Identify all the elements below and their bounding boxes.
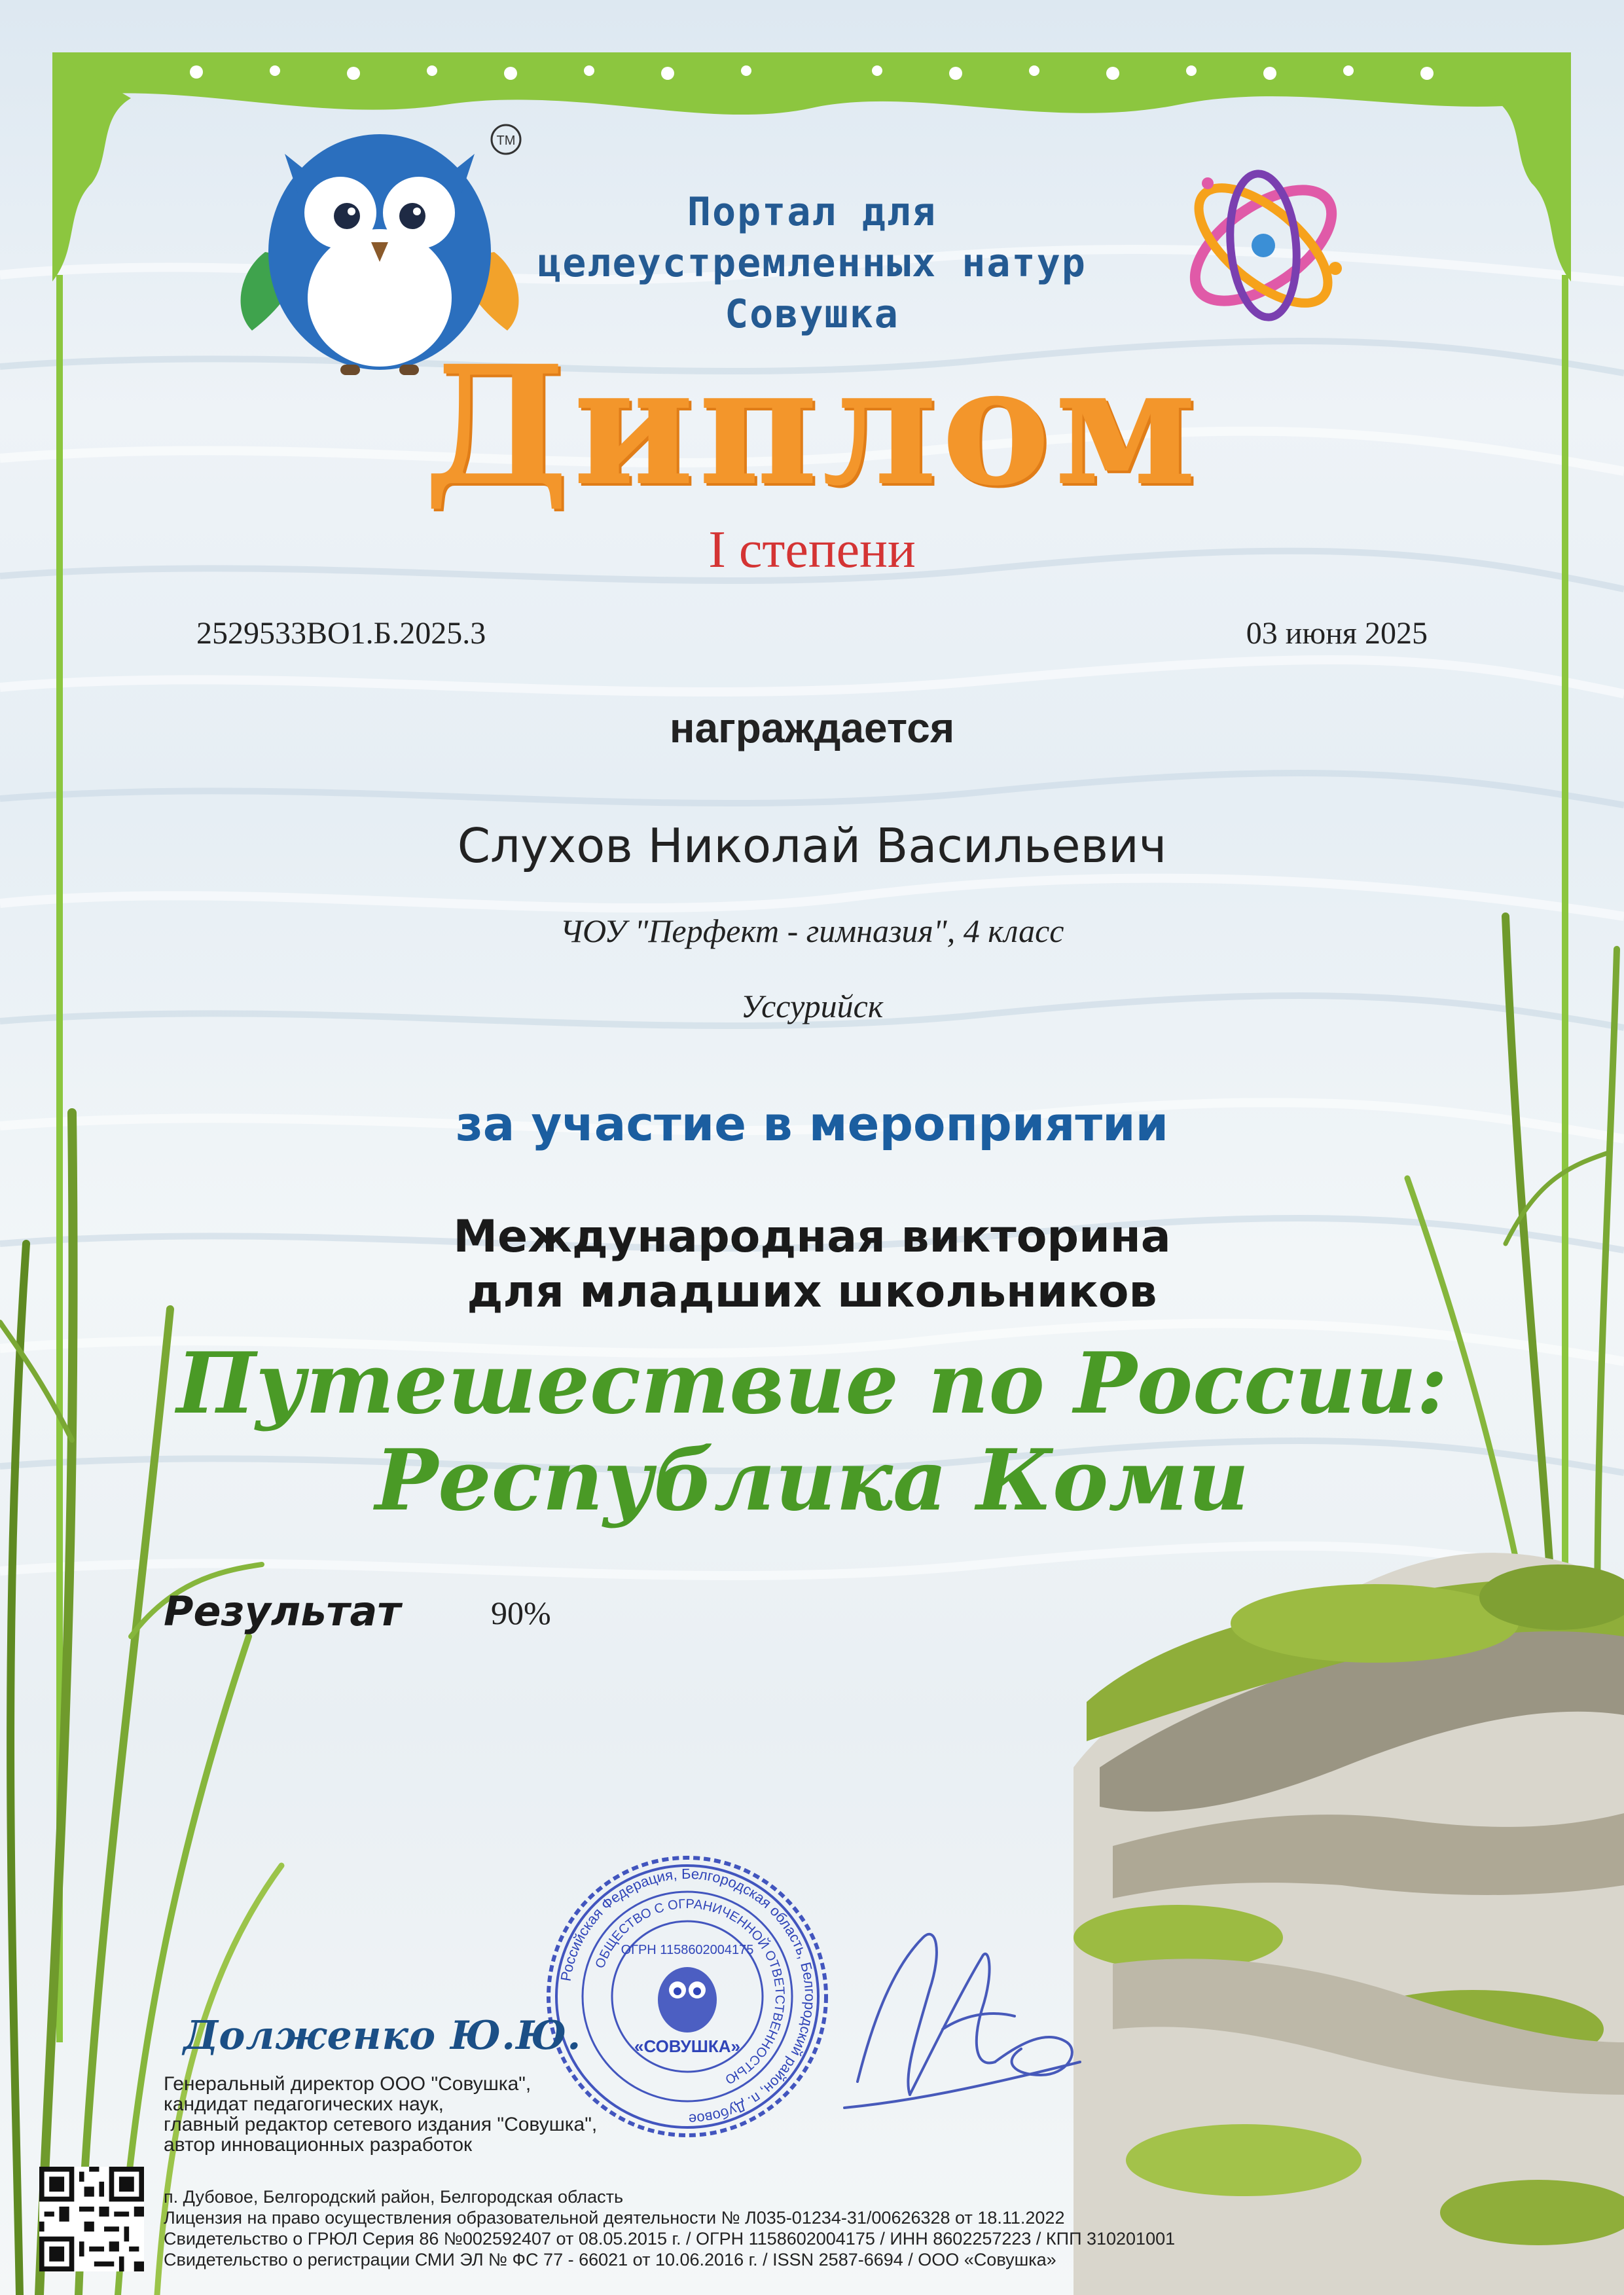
event-title-line-1: Путешествие по России: xyxy=(176,1335,1448,1433)
portal-name xyxy=(0,187,1624,340)
director-line-2: кандидат педагогических наук, xyxy=(164,2093,444,2115)
director-signature-name: Долженко Ю.Ю. xyxy=(183,2013,582,2059)
portal-line-3: Совушка xyxy=(725,291,899,337)
footer-license: Лицензия на право осуществления образовательной деятельности № Л035-01234-31/00626328 от 18.11.2022 xyxy=(164,2208,1065,2228)
director-line-4: автор инновационных разработок xyxy=(164,2134,473,2156)
stamp-owl-icon xyxy=(658,1967,717,2033)
diploma-title: Диплом xyxy=(424,329,1200,522)
stamp-ring-text: Российская Федерация, Белгородская область, Белгородский район, п. Дубовое xyxy=(557,1865,819,2128)
result-label: Результат xyxy=(164,1587,401,1635)
footer-media-registration: Свидетельство о регистрации СМИ ЭЛ № ФС 77 - 66021 от 10.06.2016 г. / ISSN 2587-6694 / ООО «Совушка» xyxy=(164,2250,1056,2269)
stamp-name: «СОВУШКА» xyxy=(634,2036,741,2056)
recipient-city: Уссурийск xyxy=(740,988,884,1024)
portal-line-2: целеустремленных натур xyxy=(537,240,1087,286)
participation-label: за участие в мероприятии xyxy=(455,1096,1169,1151)
handwritten-signature xyxy=(831,1911,1106,2147)
event-line-2: для младших школьников xyxy=(467,1266,1157,1318)
issue-date: 03 июня 2025 xyxy=(1246,616,1428,651)
result-value: 90% xyxy=(491,1595,551,1631)
event-title xyxy=(0,1335,1624,1529)
recipient-name: Слухов Николай Васильевич xyxy=(457,818,1167,873)
qr-code[interactable] xyxy=(39,2167,144,2271)
awarded-label: награждается xyxy=(669,704,955,751)
portal-line-1: Портал для xyxy=(687,189,937,235)
director-line-1: Генеральный директор ООО "Совушка", xyxy=(164,2073,532,2095)
director-line-3: главный редактор сетевого издания "Совушка", xyxy=(164,2114,598,2135)
footer-registration: Свидетельство о ГРЮЛ Серия 86 №002592407 от 08.05.2015 г. / ОГРН 1158602004175 / ИНН 8602257223 / КПП 310201001 xyxy=(164,2229,1176,2249)
stamp-ogrn: ОГРН 1158602004175 xyxy=(621,1943,754,1957)
mossy-rock xyxy=(1074,1553,1624,2295)
footer-address: п. Дубовое, Белгородский район, Белгородская область xyxy=(164,2187,624,2207)
trademark-label: TM xyxy=(496,134,516,148)
event-description xyxy=(0,1210,1624,1320)
stamp-inner-text: ОБЩЕСТВО С ОГРАНИЧЕННОЙ ОТВЕТСТВЕННОСТЬЮ xyxy=(592,1896,787,2087)
event-title-line-2: Республика Коми xyxy=(374,1432,1250,1530)
footer-legal-info xyxy=(164,2186,1473,2270)
recipient-school: ЧОУ "Перфект - гимназия", 4 класс xyxy=(560,913,1064,949)
director-title xyxy=(164,2074,753,2155)
diploma-degree: I степени xyxy=(708,521,916,579)
event-line-1: Международная викторина xyxy=(453,1211,1171,1263)
registration-number: 2529533ВО1.Б.2025.3 xyxy=(196,616,486,651)
